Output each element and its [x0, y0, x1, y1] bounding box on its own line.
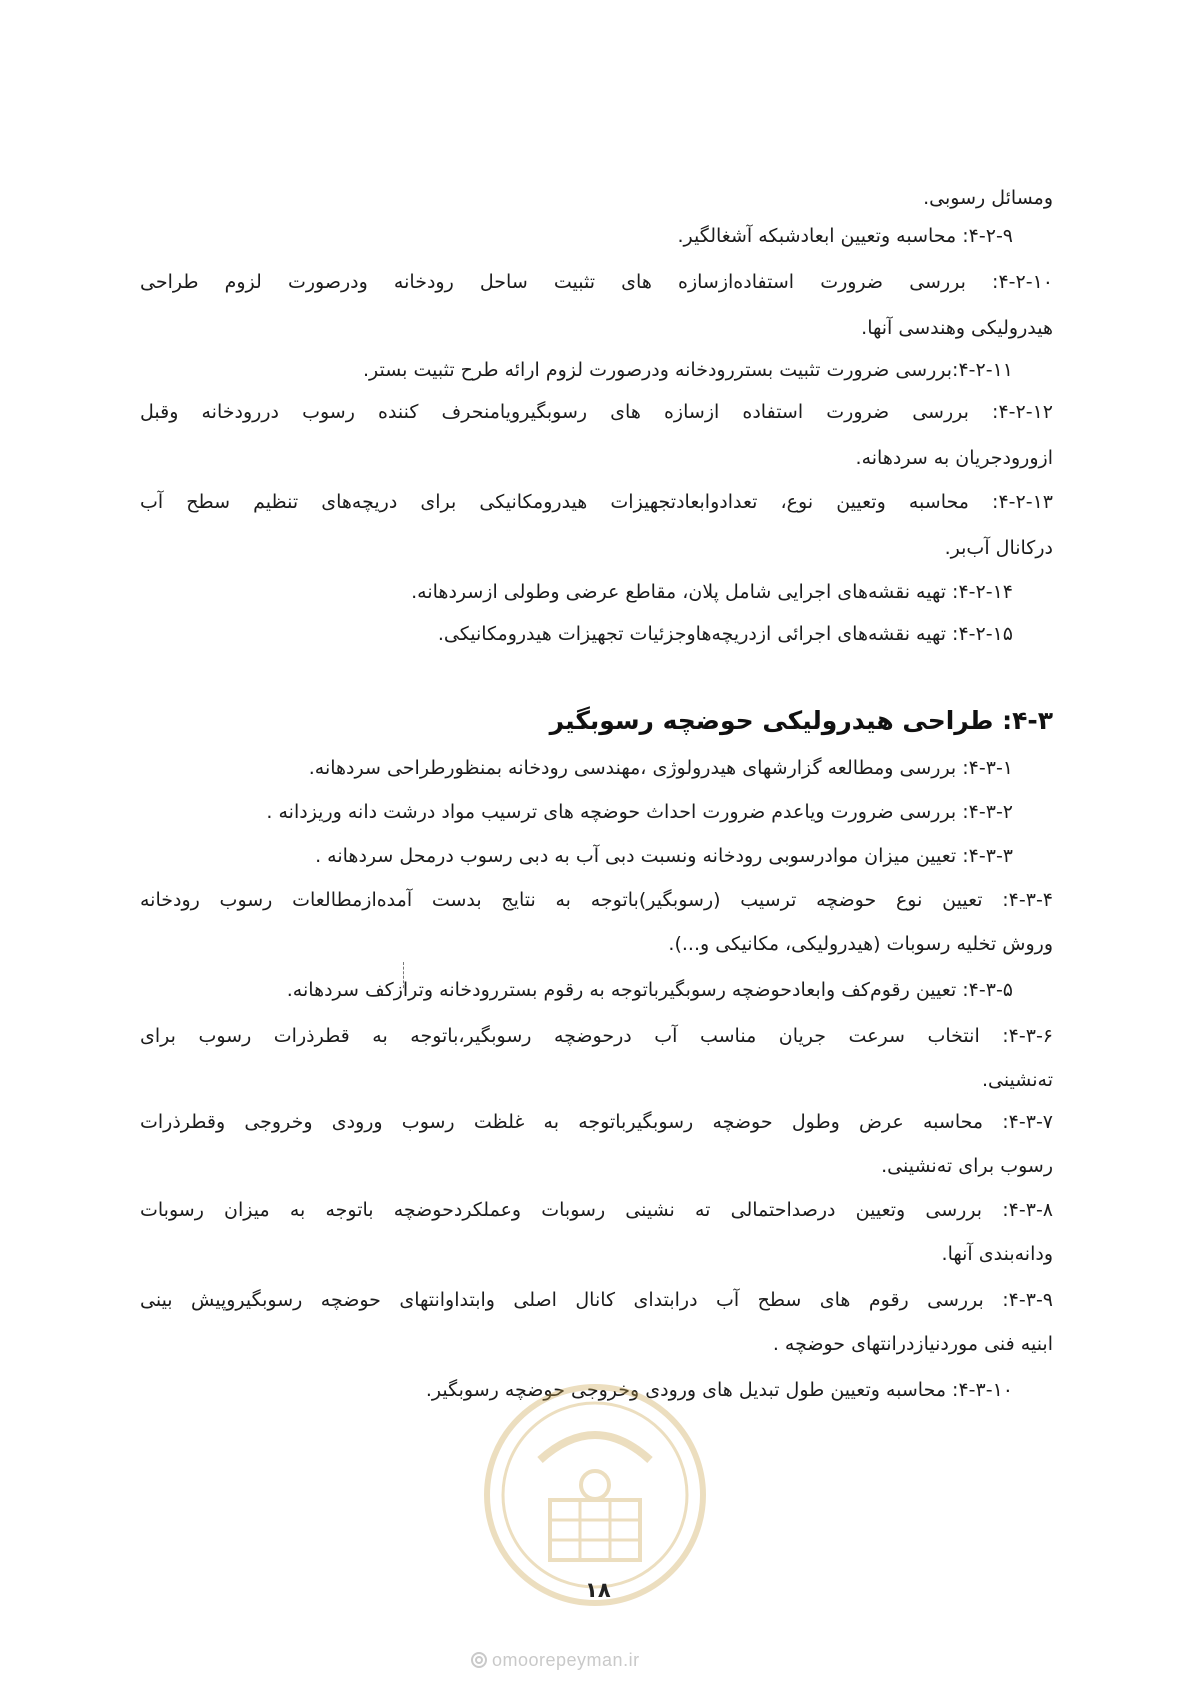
- text-line: ۴-۲-۱۰: بررسی ضرورت استفاده‌ازسازه های تثبیت ساحل رودخانه ودرصورت لزوم طراحی: [140, 271, 1053, 293]
- text-line: ۴-۳-۲: بررسی ضرورت ویاعدم ضرورت احداث حوضچه های ترسیب مواد درشت دانه وریزدانه .: [266, 801, 1013, 823]
- text-line: ۴-۳-۵: تعیین رقوم‌کف وابعادحوضچه رسوبگیرباتوجه به رقوم بستررودخانه وترازکف سردهانه.: [286, 979, 1013, 1001]
- text-line: ومسائل رسوبی.: [923, 187, 1053, 209]
- text-line: ۴-۳-۳: تعیین میزان موادرسوبی رودخانه ونسبت دبی آب به دبی رسوب درمحل سردهانه .: [315, 845, 1013, 867]
- text-line: ۴-۲-۹: محاسبه وتعیین ابعادشبکه آشغالگیر.: [677, 225, 1013, 247]
- text-line: ابنیه فنی موردنیازدرانتهای حوضچه .: [772, 1333, 1053, 1355]
- text-line: ۴-۳-۹: بررسی رقوم های سطح آب درابتدای کانال اصلی وابتداوانتهای حوضچه رسوبگیروپیش بینی: [140, 1289, 1053, 1311]
- page-number: ۱۸: [585, 1578, 611, 1602]
- text-line: ۴-۲-۱۱:بررسی ضرورت تثبیت بستررودخانه ودرصورت لزوم ارائه طرح تثبیت بستر.: [362, 359, 1013, 381]
- text-line: ته‌نشینی.: [981, 1069, 1053, 1091]
- text-line: ۴-۳-۱: بررسی ومطالعه گزارشهای هیدرولوژی ،مهندسی رودخانه بمنظورطراحی سردهانه.: [308, 757, 1013, 779]
- section-heading: ۴-۳: طراحی هیدرولیکی حوضچه رسوبگیر: [549, 706, 1053, 735]
- watermark-seal-icon: [480, 1380, 710, 1610]
- text-line: ازورودجریان به سردهانه.: [855, 447, 1053, 469]
- text-line: وروش تخلیه رسوبات (هیدرولیکی، مکانیکی و...).: [668, 933, 1053, 955]
- text-line: ۴-۳-۴: تعیین نوع حوضچه ترسیب (رسوبگیر)باتوجه به نتایج بدست آمده‌ازمطالعات رسوب رودخانه: [140, 889, 1053, 911]
- text-line: هیدرولیکی وهندسی آنها.: [861, 317, 1053, 339]
- text-cursor: [403, 962, 405, 988]
- text-line: ۴-۲-۱۴: تهیه نقشه‌های اجرایی شامل پلان، مقاطع عرضی وطولی ازسردهانه.: [411, 581, 1013, 603]
- instagram-icon: [470, 1651, 488, 1669]
- text-line: ۴-۳-۷: محاسبه عرض وطول حوضچه رسوبگیرباتوجه به غلظت رسوب ورودی وخروجی وقطرذرات: [140, 1111, 1053, 1133]
- text-line: ۴-۳-۸: بررسی وتعیین درصداحتمالی ته نشینی رسوبات وعملکردحوضچه باتوجه به میزان رسوبات: [140, 1199, 1053, 1221]
- text-line: ودانه‌بندی آنها.: [941, 1243, 1053, 1265]
- text-line: ۴-۲-۱۲: بررسی ضرورت استفاده ازسازه های رسوبگیرویامنحرف کننده رسوب دررودخانه وقبل: [140, 401, 1053, 423]
- watermark-site-text: omoorepeyman.ir: [492, 1650, 640, 1670]
- text-line: ۴-۲-۱۳: محاسبه وتعیین نوع، تعدادوابعادتجهیزات هیدرومکانیکی برای دریچه‌های تنظیم سطح آب: [140, 491, 1053, 513]
- text-line: ۴-۳-۱۰: محاسبه وتعیین طول تبدیل های ورودی وخروجی حوضچه رسوبگیر.: [425, 1379, 1013, 1401]
- text-line: رسوب برای ته‌نشینی.: [881, 1155, 1053, 1177]
- text-line: ۴-۲-۱۵: تهیه نقشه‌های اجرائی ازدریچه‌هاوجزئیات تجهیزات هیدرومکانیکی.: [437, 623, 1013, 645]
- text-line: ۴-۳-۶: انتخاب سرعت جریان مناسب آب درحوضچه رسوبگیر،باتوجه به قطرذرات رسوب برای: [140, 1025, 1053, 1047]
- text-line: درکانال آب‌بر.: [944, 537, 1053, 559]
